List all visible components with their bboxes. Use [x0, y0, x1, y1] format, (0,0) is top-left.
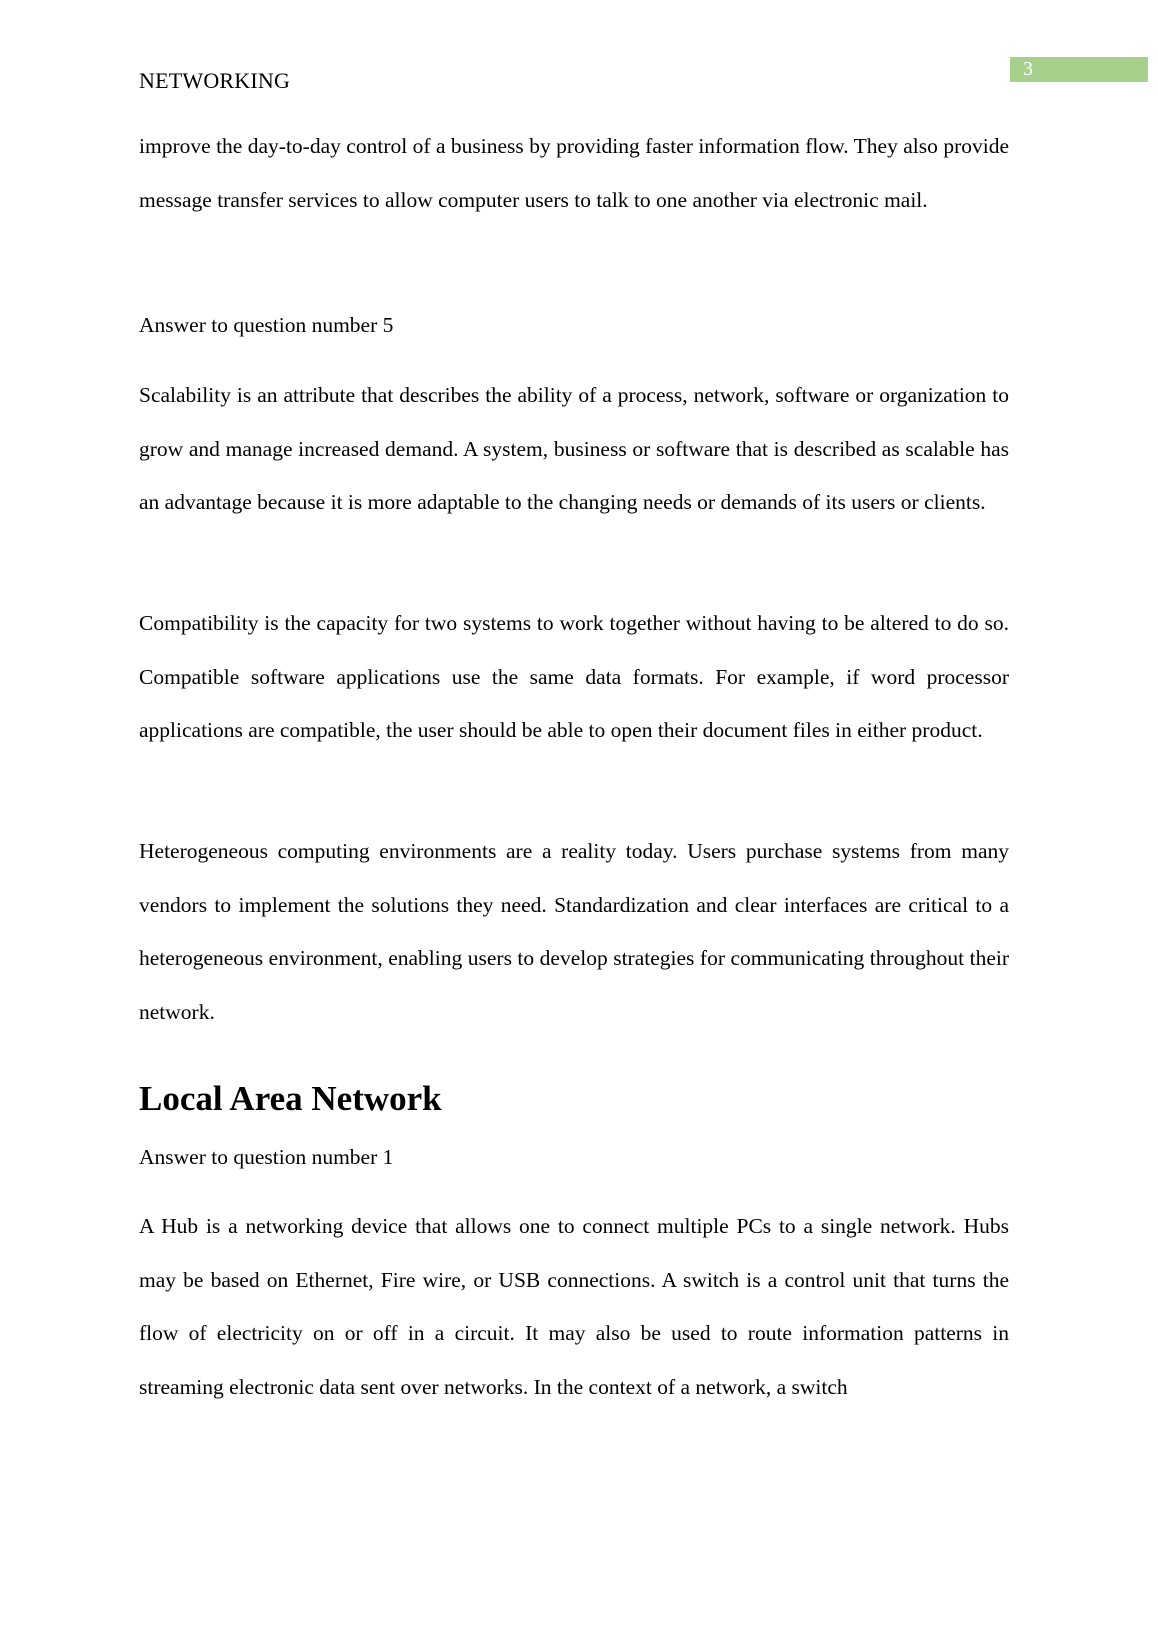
- running-head-title: NETWORKING: [139, 68, 291, 93]
- paragraph-continuation: improve the day-to-day control of a business by providing faster information flow. They also provide message transfer services to allow computer users to talk to one another via electronic mail.: [139, 134, 1009, 212]
- section-heading: Local Area Network: [139, 1079, 442, 1118]
- paragraph-heterogeneous: Heterogeneous computing environments are a reality today. Users purchase systems from many vendors to implement the solutions they need. Standardization and clear interfaces are critical to a heterogeneous environment, enabling users to develop strategies for communicating throughout their network.: [139, 839, 1009, 1024]
- paragraph-scalability: Scalability is an attribute that describes the ability of a process, network, software or organization to grow and manage increased demand. A system, business or software that is described as scalable has an advantage because it is more adaptable to the changing needs or demands of its users or clients.: [139, 383, 1009, 514]
- paragraph-compatibility: Compatibility is the capacity for two systems to work together without having to be altered to do so. Compatible software applications use the same data formats. For example, if word processor applications are compatible, the user should be able to open their document files in either product.: [139, 611, 1009, 742]
- paragraph-hub-switch: A Hub is a networking device that allows one to connect multiple PCs to a single network. Hubs may be based on Ethernet, Fire wire, or USB connections. A switch is a control unit that turns the flow of electricity on or off in a circuit. It may also be used to route information patterns in streaming electronic data sent over networks. In the context of a network, a switch: [139, 1214, 1009, 1399]
- page-number: 3: [1023, 58, 1033, 80]
- answer-question-5-label: Answer to question number 5: [139, 313, 394, 337]
- answer-question-1-label: Answer to question number 1: [139, 1145, 394, 1169]
- page-number-badge: [1010, 57, 1148, 82]
